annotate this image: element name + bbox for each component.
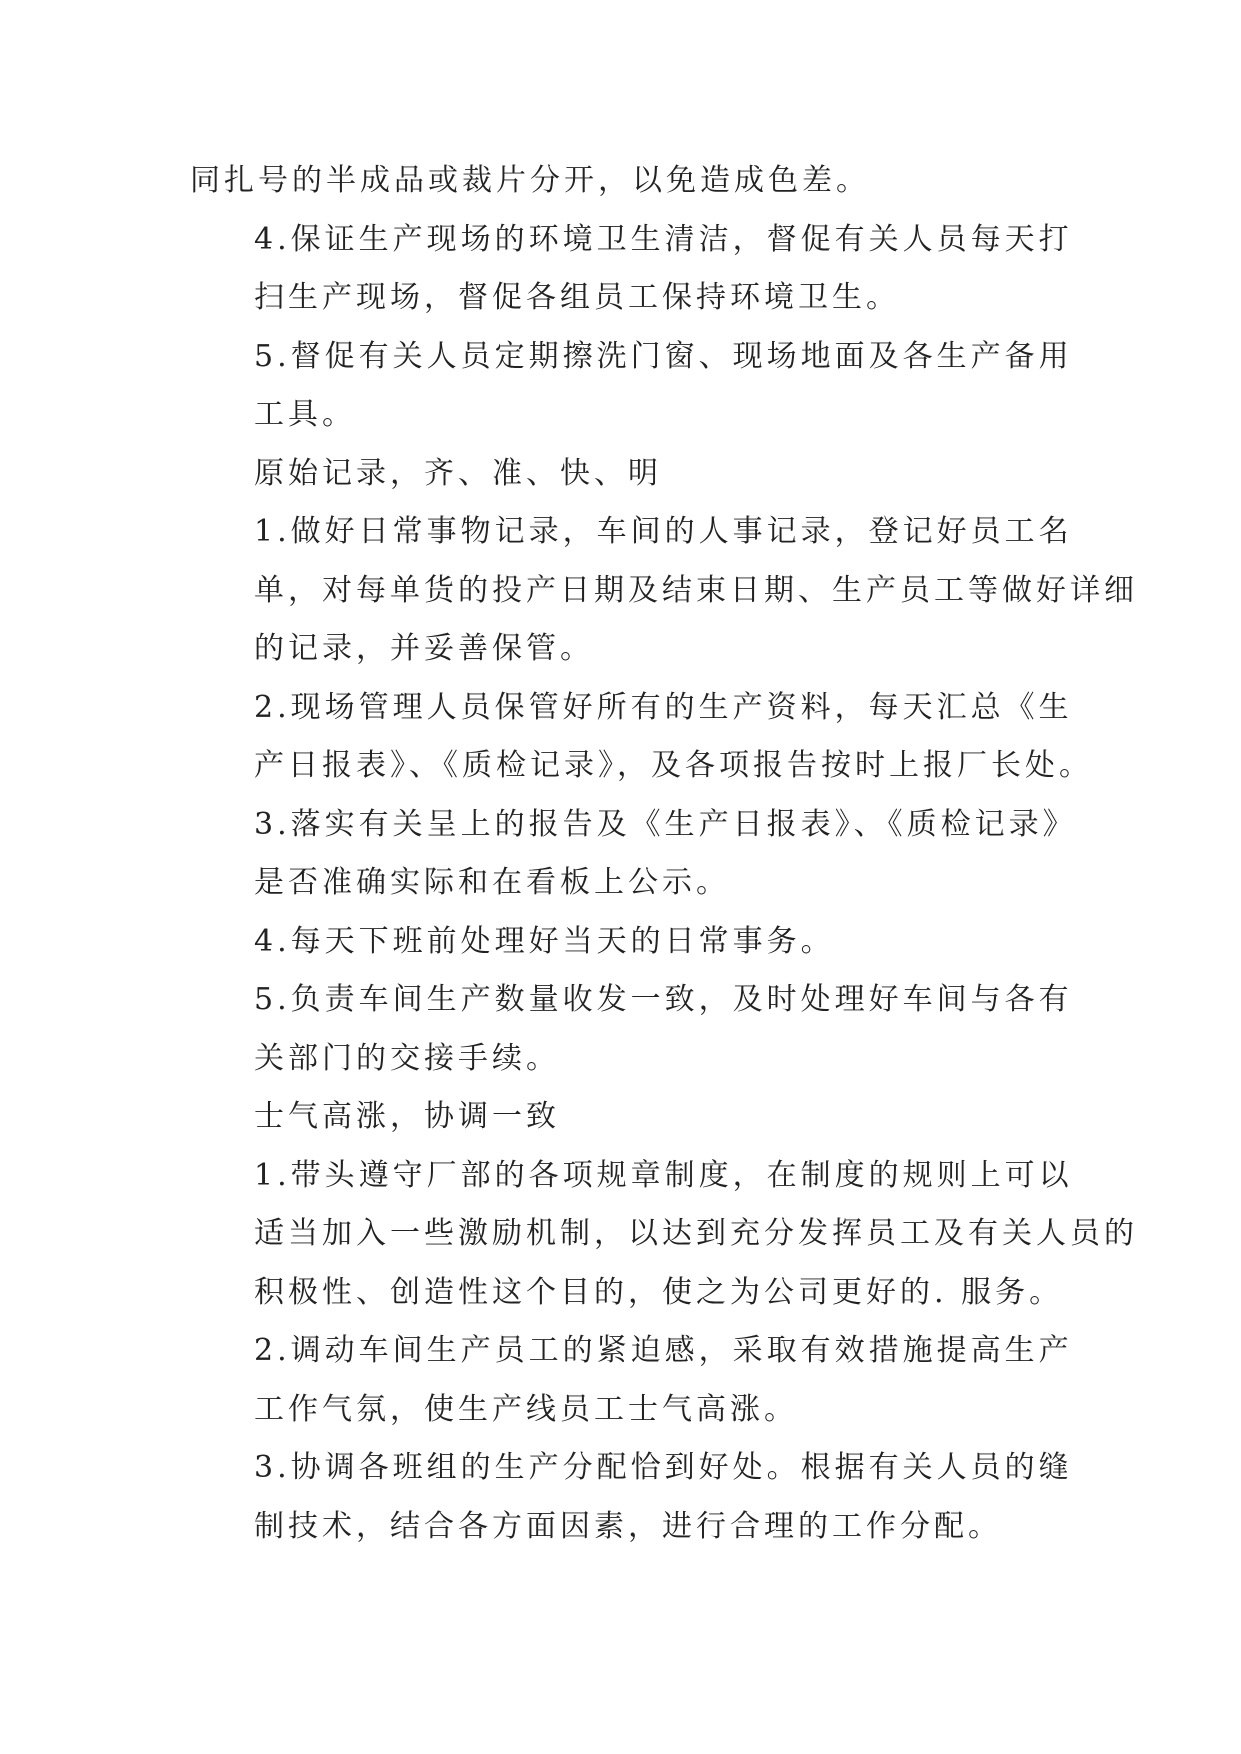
text-line: 扫生产现场，督促各组员工保持环境卫生。	[254, 280, 900, 315]
text-line: 产日报表》、《质检记录》，及各项报告按时上报厂长处。	[254, 748, 1093, 783]
paragraph	[190, 152, 1070, 211]
paragraph	[190, 1147, 1138, 1323]
text-line: 原始记录，齐、准、快、明	[254, 455, 662, 491]
text-line: 4.每天下班前处理好当天的日常事务。	[254, 923, 835, 959]
text-line: 1.带头遵守厂部的各项规章制度，在制度的规则上可以	[254, 1157, 1073, 1193]
text-line: 4.保证生产现场的环境卫生清洁，督促有关人员每天打	[254, 221, 1073, 257]
paragraph	[190, 679, 1093, 796]
text-line: 3.协调各班组的生产分配恰到好处。根据有关人员的缝	[254, 1450, 1073, 1485]
paragraph	[190, 445, 1070, 504]
paragraph	[190, 1088, 1070, 1147]
text-line: 同扎号的半成品或裁片分开，以免造成色差。	[190, 163, 870, 198]
text-line: 适当加入一些激励机制，以达到充分发挥员工及有关人员的	[254, 1216, 1138, 1251]
paragraph	[190, 796, 1077, 913]
text-line: 工具。	[254, 397, 356, 432]
text-line: 5.督促有关人员定期擦洗门窗、现场地面及各生产备用	[254, 338, 1073, 374]
text-line: 2.调动车间生产员工的紧迫感，采取有效措施提高生产	[254, 1333, 1073, 1368]
text-line: 积极性、创造性这个目的，使之为公司更好的. 服务。	[254, 1274, 1064, 1310]
paragraph	[190, 328, 1073, 445]
paragraph	[190, 211, 1073, 328]
document-body	[190, 152, 1138, 1556]
paragraph	[190, 1322, 1073, 1439]
text-line: 士气高涨，协调一致	[254, 1099, 560, 1134]
text-line: 关部门的交接手续。	[254, 1040, 560, 1076]
paragraph	[190, 1439, 1073, 1556]
text-line: 3.落实有关呈上的报告及《生产日报表》、《质检记录》	[254, 806, 1077, 842]
text-line: 1.做好日常事物记录，车间的人事记录，登记好员工名	[254, 514, 1073, 549]
text-line: 2.现场管理人员保管好所有的生产资料，每天汇总《生	[254, 689, 1073, 725]
text-line: 的记录，并妥善保管。	[254, 631, 594, 666]
text-line: 工作气氛，使生产线员工士气高涨。	[254, 1391, 798, 1427]
paragraph	[190, 503, 1138, 679]
text-line: 是否准确实际和在看板上公示。	[254, 865, 730, 900]
paragraph	[190, 913, 1070, 972]
text-line: 5.负责车间生产数量收发一致，及时处理好车间与各有	[254, 982, 1073, 1017]
paragraph	[190, 971, 1073, 1088]
text-line: 制技术，结合各方面因素，进行合理的工作分配。	[254, 1508, 1002, 1544]
text-line: 单，对每单货的投产日期及结束日期、生产员工等做好详细	[254, 572, 1138, 608]
